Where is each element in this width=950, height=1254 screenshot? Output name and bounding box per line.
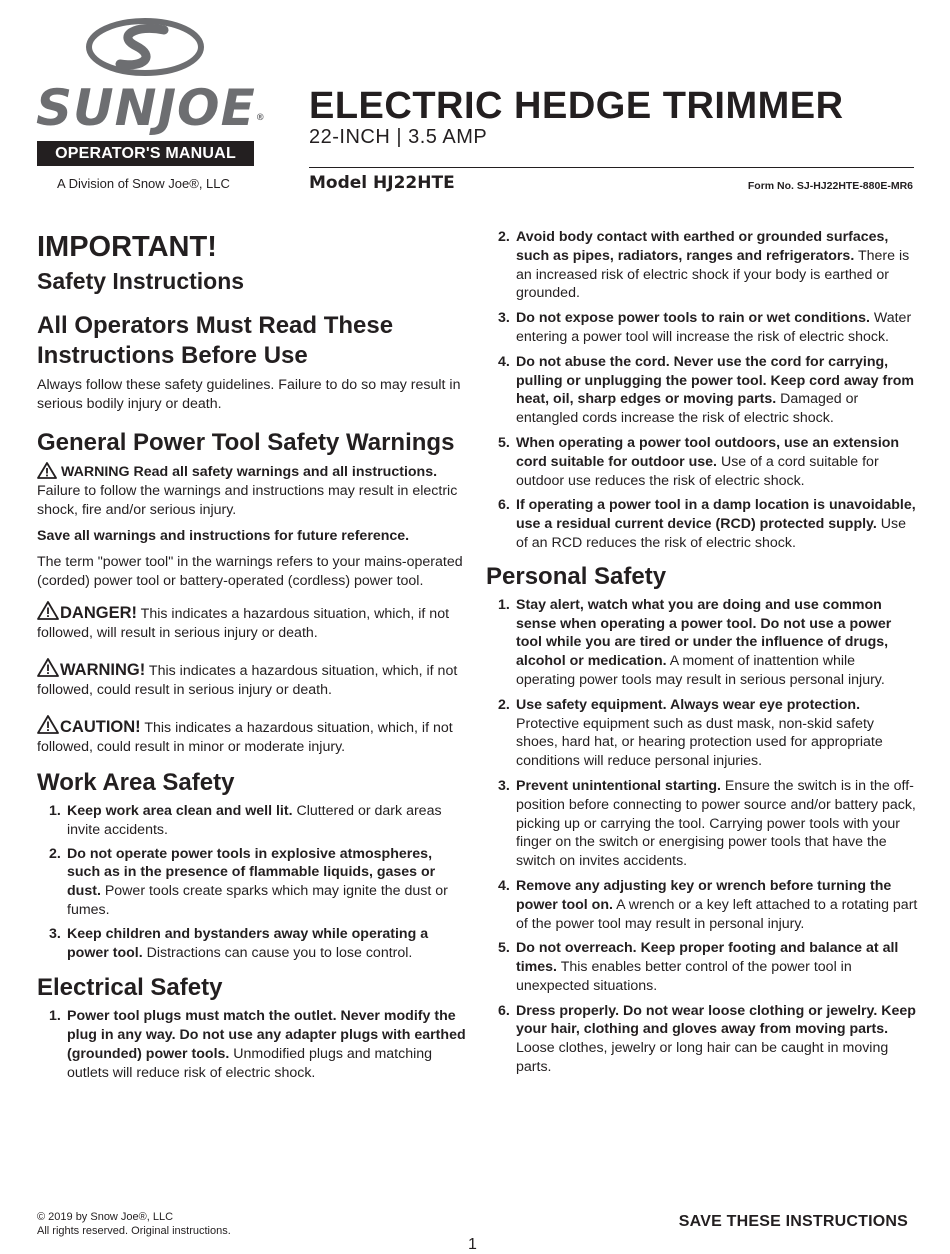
- list-item: 5. When operating a power tool outdoors, use an extension cord suitable for outdoor use. Use of a cord suitable for outdoor use reduces the risk of electric shock.: [498, 434, 900, 489]
- page-number: 1: [468, 1236, 477, 1253]
- personal-safety-list: [486, 596, 918, 1077]
- list-item: 1. Stay alert, watch what you are doing and use common sense when operating a power tool. Do not use a power tool while you are tired or under the influence of drugs, alcohol or medication. A moment of inattention while operating power tools may result in serious personal injury.: [498, 596, 892, 688]
- warning-triangle-icon: [37, 658, 59, 677]
- work-area-heading: Work Area Safety: [37, 769, 235, 796]
- brand-wordmark: SUNJOE®: [36, 79, 266, 137]
- general-safety-heading: General Power Tool Safety Warnings: [37, 429, 455, 456]
- warning-definition: [37, 658, 467, 700]
- save-all-warnings: Save all warnings and instructions for future reference.: [37, 528, 410, 544]
- warning-triangle-icon: [37, 462, 57, 479]
- danger-definition: [37, 601, 467, 643]
- electrical-safety-heading: Electrical Safety: [37, 974, 223, 1002]
- personal-safety-heading: Personal Safety: [486, 562, 667, 590]
- list-item: 3. Do not expose power tools to rain or wet conditions. Water entering a power tool will increase the risk of electric shock.: [498, 310, 912, 345]
- warning-read-all-text: Failure to follow the warnings and instructions may result in electric shock, fire and/or serious injury.: [37, 483, 458, 518]
- electrical-list-right: [486, 228, 918, 553]
- warning-signal-word: WARNING!: [60, 661, 146, 679]
- operators-manual-label: OPERATOR'S MANUAL: [37, 141, 254, 166]
- list-item: 5. Do not overreach. Keep proper footing and balance at all times. This enables better control of the power tool in unexpected situations.: [498, 940, 899, 994]
- list-item: 6. Dress properly. Do not wear loose clothing or jewelry. Keep your hair, clothing and gloves away from moving parts. Loose clothes, jewelry or long hair can be caught in moving parts.: [498, 1002, 916, 1076]
- form-number: Form No. SJ-HJ22HTE-880E-MR6: [747, 180, 913, 192]
- general-warning-paragraph: [37, 462, 467, 520]
- important-heading: IMPORTANT!: [37, 231, 217, 263]
- product-subtitle: 22-INCH | 3.5 AMP: [309, 126, 488, 148]
- list-item: 2. Do not operate power tools in explosive atmospheres, such as in the presence of flammable liquids, gases or dust. Power tools create sparks which may ignite the dust or fumes.: [49, 845, 448, 918]
- work-area-list: [37, 802, 467, 962]
- left-column: [37, 228, 467, 1083]
- warning-triangle-icon: [37, 715, 59, 734]
- all-operators-heading: All Operators Must Read These Instructions Before Use: [37, 312, 394, 369]
- product-title: ELECTRIC HEDGE TRIMMER: [309, 85, 844, 127]
- list-item: 2. Use safety equipment. Always wear eye protection. Protective equipment such as dust mask, non-skid safety shoes, hard hat, or hearing protection used for appropriate conditions will reduce personal injuries.: [498, 696, 883, 770]
- caution-signal-word: CAUTION!: [60, 718, 141, 736]
- list-item: 2. Avoid body contact with earthed or grounded surfaces, such as pipes, radiators, ranges and refrigerators. There is an increased risk of electric shock if your body is earthed or grounded.: [498, 229, 910, 302]
- power-tool-term-text: The term "power tool" in the warnings refers to your mains-operated (corded) power tool or battery-operated (cordless) power tool.: [37, 554, 463, 589]
- caution-definition: [37, 715, 467, 757]
- electrical-list-left: [37, 1007, 467, 1082]
- list-item: 1. Keep work area clean and well lit. Cluttered or dark areas invite accidents.: [49, 803, 442, 838]
- brand-logo: [36, 18, 266, 137]
- sunjoe-swoosh-icon: [86, 18, 204, 76]
- right-column: [486, 228, 918, 1077]
- list-item: 4. Do not abuse the cord. Never use the cord for carrying, pulling or unplugging the power tool. Keep cord away from heat, oil, sharp edges or moving parts. Damaged or entangled cords increase the risk of electric shock.: [498, 353, 915, 427]
- danger-signal-word: DANGER!: [60, 604, 137, 622]
- caution-text: This indicates a hazardous situation, which, if not followed, could result in minor or moderate injury.: [37, 720, 453, 755]
- division-text: A Division of Snow Joe®, LLC: [57, 176, 230, 191]
- warning-triangle-icon: [37, 601, 59, 620]
- list-item: 6. If operating a power tool in a damp location is unavoidable, use a residual current device (RCD) protected supply. Use of an RCD reduces the risk of electric shock.: [498, 497, 916, 551]
- list-item: 3. Keep children and bystanders away while operating a power tool. Distractions can cause you to lose control.: [49, 925, 429, 961]
- warning-signal-text: This indicates a hazardous situation, which, if not followed, could result in serious injury or death.: [37, 663, 458, 698]
- list-item: 4. Remove any adjusting key or wrench before turning the power tool on. A wrench or a key left attached to a rotating part of the power tool may result in personal injury.: [498, 877, 918, 932]
- footer-copyright: [37, 1210, 231, 1238]
- warning-read-all: WARNING Read all safety warnings and all instructions.: [61, 464, 438, 480]
- model-number: Model HJ22HTE: [309, 173, 455, 193]
- danger-text: This indicates a hazardous situation, which, if not followed, will result in serious injury or death.: [37, 606, 450, 641]
- follow-guidelines-text: Always follow these safety guidelines. Failure to do so may result in serious bodily injury or death.: [37, 377, 461, 412]
- safety-instructions-heading: Safety Instructions: [37, 268, 245, 294]
- list-item: 1. Power tool plugs must match the outlet. Never modify the plug in any way. Do not use any adapter plugs with earthed (grounded) power tools. Unmodified plugs and matching outlets will reduce risk of electric shock.: [49, 1008, 466, 1081]
- header-divider: [309, 167, 914, 168]
- list-item: 3. Prevent unintentional starting. Ensure the switch is in the off-position before connecting to power source and/or battery pack, picking up or carrying the tool. Carrying power tools with your finger on the switch or energising power tools that have the switch on invites accidents.: [498, 777, 916, 870]
- save-instructions-footer: SAVE THESE INSTRUCTIONS: [678, 1213, 908, 1230]
- copyright-line: © 2019 by Snow Joe®, LLC: [37, 1211, 174, 1223]
- rights-line: All rights reserved. Original instructions.: [37, 1225, 231, 1237]
